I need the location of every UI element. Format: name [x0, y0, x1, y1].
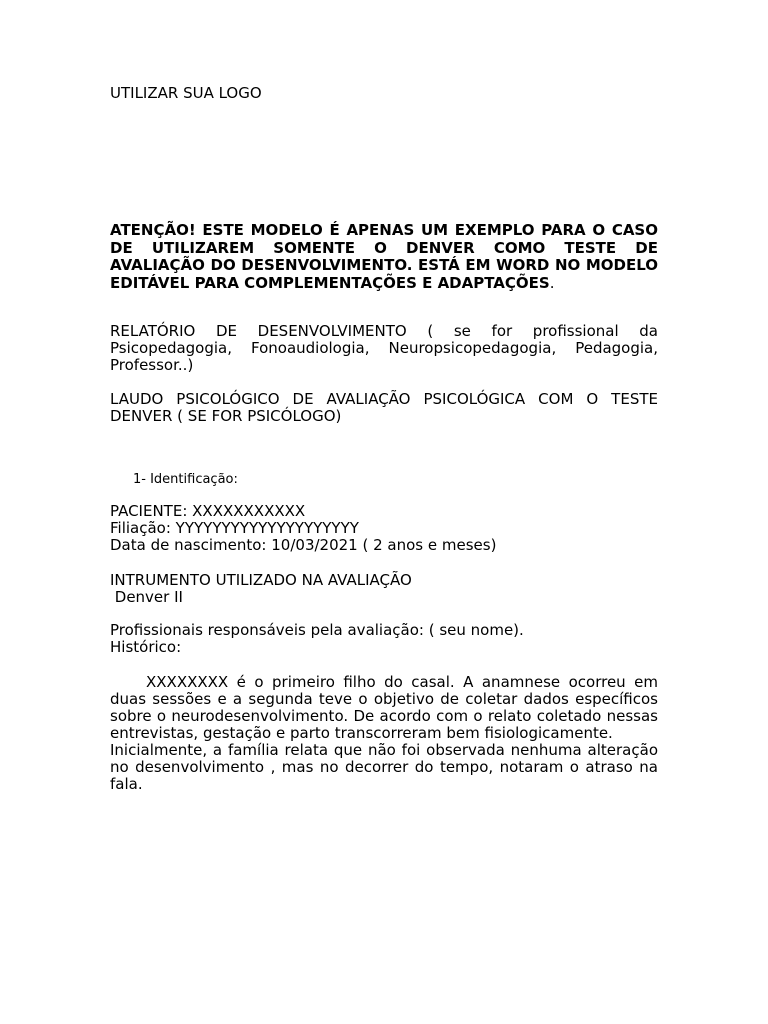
attention-notice — [110, 222, 658, 292]
section-identification: 1- Identificação: — [133, 472, 238, 487]
laudo-title: LAUDO PSICOLÓGICO DE AVALIAÇÃO PSICOLÓGICA COM O TESTE DENVER ( SE FOR PSICÓLOGO) — [110, 390, 658, 425]
birth-date-line: Data de nascimento: 10/03/2021 ( 2 anos e meses) — [110, 536, 497, 554]
instrument-heading: INTRUMENTO UTILIZADO NA AVALIAÇÃO — [110, 571, 412, 589]
attention-notice-text: ATENÇÃO! ESTE MODELO É APENAS UM EXEMPLO PARA O CASO DE UTILIZAREM SOMENTE O DENVER COMO TESTE DE AVALIAÇÃO DO DESENVOLVIMENTO. ESTÁ EM WORD NO MODELO EDITÁVEL PARA COMPLEMENTAÇÕES E ADAPTAÇÕES — [110, 221, 658, 292]
history-paragraph-1: XXXXXXXX é o primeiro filho do casal. A anamnese ocorreu em duas sessões e a segunda teve o objetivo de coletar dados específicos sobre o neurodesenvolvimento. De acordo com o relato coletado nessas entrevistas, gestação e parto transcorreram bem fisiologicamente. — [110, 673, 658, 742]
filiation-line: Filiação: YYYYYYYYYYYYYYYYYYYY — [110, 519, 359, 537]
history-text — [110, 674, 658, 793]
professionals-line: Profissionais responsáveis pela avaliação: ( seu nome). — [110, 621, 524, 639]
logo-placeholder: UTILIZAR SUA LOGO — [110, 84, 262, 102]
instrument-name: Denver II — [110, 588, 183, 606]
professionals-section — [110, 622, 658, 656]
history-paragraph-2: Inicialmente, a família relata que não foi observada nenhuma alteração no desenvolvimento , mas no decorrer do tempo, notaram o atraso na fala. — [110, 741, 658, 793]
patient-line: PACIENTE: XXXXXXXXXXX — [110, 502, 306, 520]
report-title: RELATÓRIO DE DESENVOLVIMENTO ( se for profissional da Psicopedagogia, Fonoaudiologia, Neuropsicopedagogia, Pedagogia, Professor..) — [110, 322, 658, 374]
instrument-section — [110, 572, 658, 606]
attention-notice-period: . — [549, 273, 555, 292]
patient-info — [110, 503, 658, 554]
history-heading: Histórico: — [110, 638, 182, 656]
